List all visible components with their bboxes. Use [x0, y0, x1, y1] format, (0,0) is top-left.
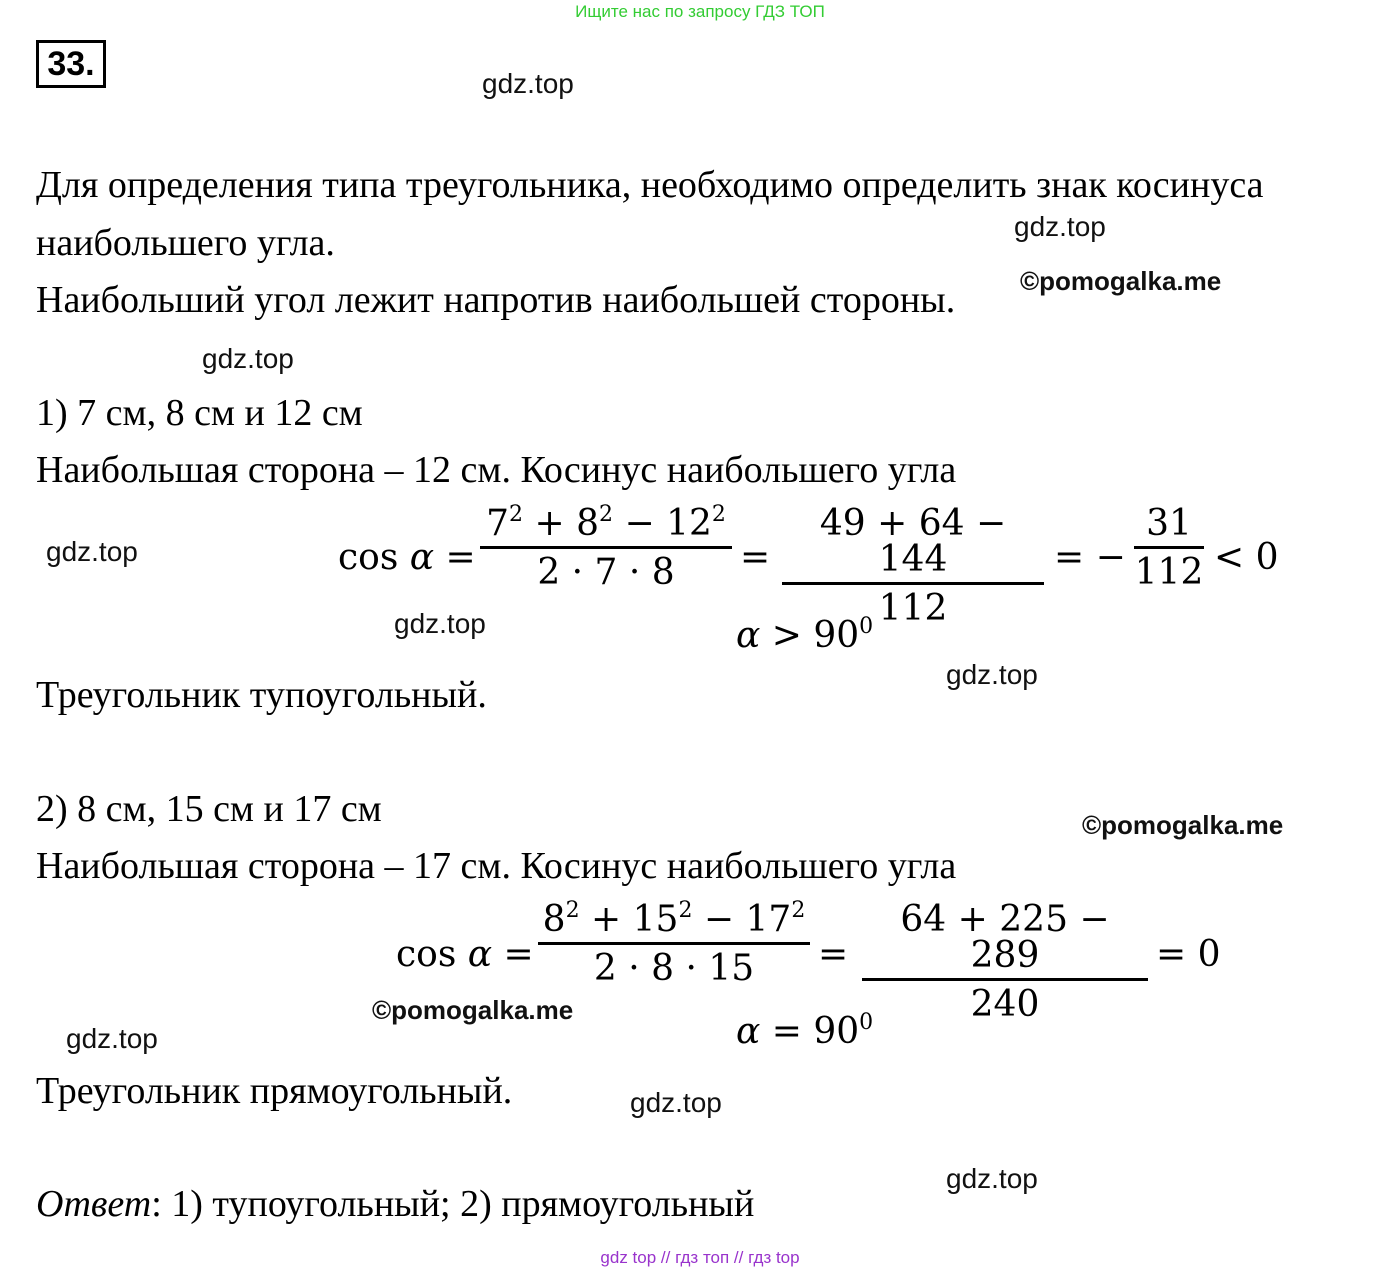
watermark-gdz: gdz.top	[394, 608, 486, 639]
case2-title: 2) 8 см, 15 см и 17 см	[36, 788, 382, 830]
formula1-fraction-2	[782, 503, 1044, 629]
watermark-gdz: gdz.top	[482, 68, 574, 99]
top-banner: Ищите нас по запросу ГДЗ ТОП	[575, 2, 825, 21]
intro-line-1: Для определения типа треугольника, необходимо определить знак косинуса	[36, 164, 1264, 206]
case2-result: Треугольник прямоугольный.	[36, 1070, 513, 1112]
watermark-gdz: gdz.top	[66, 1023, 158, 1054]
case1-line: Наибольшая сторона – 12 см. Косинус наибольшего угла	[36, 449, 957, 491]
watermark-gdz: gdz.top	[946, 659, 1038, 690]
formula2-lhs: cos α =	[396, 934, 534, 975]
intro-line-3: Наибольший угол лежит напротив наибольшей стороны.	[36, 279, 956, 321]
watermark-gdz: gdz.top	[946, 1163, 1038, 1194]
formula2-fraction-1	[538, 898, 810, 989]
formula2-frac1-numerator: $8^2 + 15^2 - 17^2$	[542, 898, 806, 940]
formula1-frac1-numerator: $7^2 + 8^2 - 12^2$	[486, 502, 726, 544]
formula1-frac3-numerator: 31	[1146, 503, 1192, 544]
problem-number: 33.	[36, 40, 106, 88]
formula1-frac1-denominator: 2 · 7 · 8	[537, 552, 675, 593]
formula1-tail: < 0	[1214, 537, 1279, 578]
intro-line-2: наибольшего угла.	[36, 222, 335, 264]
formula1-eq-2: =	[740, 537, 771, 578]
formula1-frac2-denominator: 112	[878, 588, 948, 629]
watermark-gdz: gdz.top	[46, 536, 138, 567]
watermark-gdz: gdz.top	[630, 1087, 722, 1118]
formula1-frac3-denominator: 112	[1134, 552, 1204, 593]
answer-text: : 1) тупоугольный; 2) прямоугольный	[151, 1183, 755, 1225]
watermark-gdz: gdz.top	[1014, 211, 1106, 242]
case2-line: Наибольшая сторона – 17 см. Косинус наибольшего угла	[36, 845, 957, 887]
watermark-pomogalka: ©pomogalka.me	[1082, 810, 1284, 840]
formula2-frac1-denominator: 2 · 8 · 15	[593, 948, 755, 989]
formula1-fraction-1	[480, 502, 732, 593]
formula1-fraction-3	[1134, 503, 1204, 593]
formula2-tail: = 0	[1156, 934, 1221, 975]
formula2-frac2-numerator: 64 + 225 − 289	[900, 899, 1110, 976]
formula2-eq-2: =	[818, 934, 849, 975]
watermark-gdz: gdz.top	[202, 343, 294, 374]
formula1-lhs: cos α =	[338, 537, 476, 578]
bottom-banner: gdz top // гдз топ // гдз top	[600, 1248, 800, 1267]
case1-result: Треугольник тупоугольный.	[36, 674, 487, 716]
formula1-angle: $\alpha > 90^0$	[736, 614, 874, 656]
formula2-angle: $\alpha = 90^0$	[736, 1010, 874, 1052]
watermark-pomogalka: ©pomogalka.me	[1020, 266, 1222, 296]
case1-title: 1) 7 см, 8 см и 12 см	[36, 392, 363, 434]
formula1-frac2-numerator: 49 + 64 − 144	[819, 503, 1007, 580]
answer	[36, 1185, 754, 1223]
formula2-frac2-denominator: 240	[970, 984, 1040, 1025]
formula1-neg: = −	[1054, 537, 1126, 578]
formula2-fraction-2	[862, 899, 1148, 1025]
answer-label: Ответ	[36, 1183, 152, 1225]
watermark-pomogalka: ©pomogalka.me	[372, 995, 574, 1025]
